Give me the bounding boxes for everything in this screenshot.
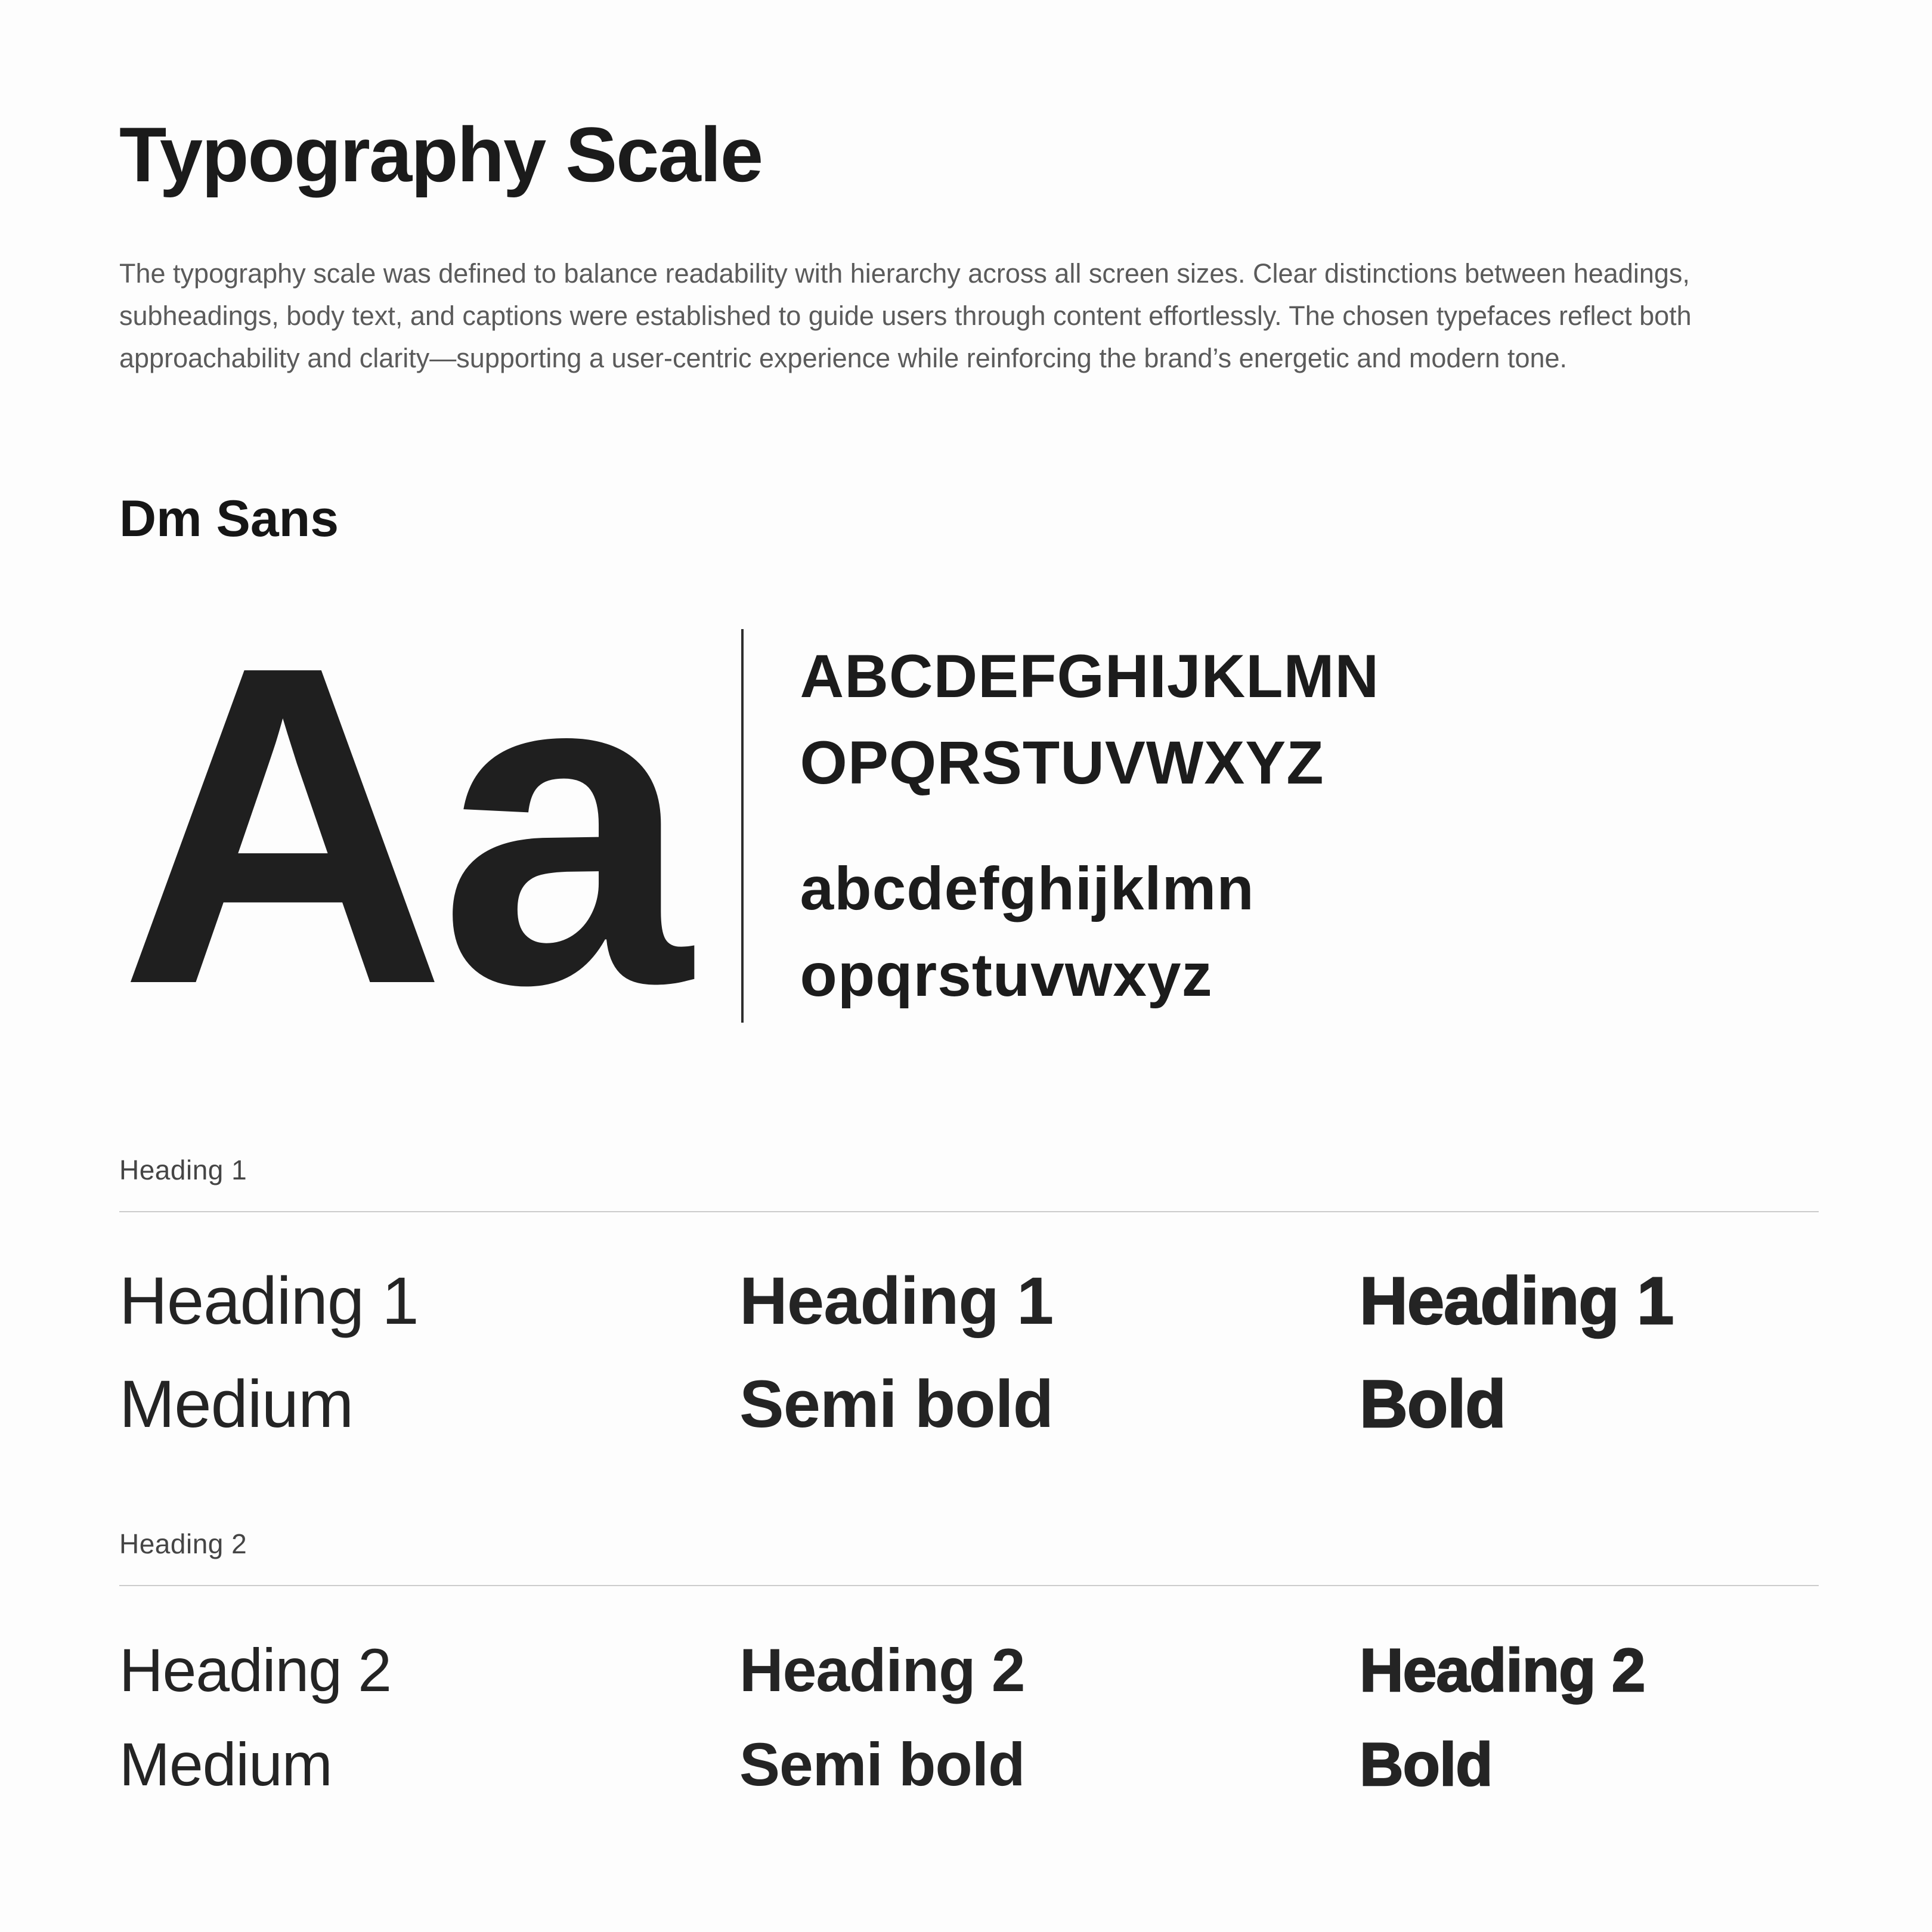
alphabet-lowercase (800, 846, 1380, 1018)
sample-weight: Medium (119, 1367, 354, 1442)
sample-grid-heading2 (119, 1623, 1819, 1812)
section-rule (119, 1585, 1819, 1586)
sample-name: Heading 2 (739, 1636, 1025, 1704)
section-label-heading1: Heading 1 (119, 1154, 247, 1185)
type-specimen (119, 572, 1819, 1079)
sample-heading1-semibold (739, 1249, 1360, 1456)
sample-name: Heading 1 (739, 1263, 1054, 1338)
sample-heading2-bold (1360, 1623, 1819, 1812)
sample-heading2-medium (119, 1623, 739, 1812)
sample-heading1-medium (119, 1249, 739, 1456)
sample-weight: Semi bold (739, 1367, 1054, 1442)
sample-name: Heading 2 (119, 1636, 392, 1704)
alphabet-uppercase (800, 633, 1380, 806)
alphabet-uppercase-line1: ABCDEFGHIJKLMN (800, 642, 1380, 711)
sample-name: Heading 2 (1360, 1636, 1645, 1704)
specimen-divider (741, 629, 744, 1023)
scale-section-heading2 (119, 1528, 1819, 1812)
alphabet-block (800, 633, 1380, 1018)
section-label-heading2: Heading 2 (119, 1528, 247, 1559)
sample-weight: Bold (1360, 1730, 1493, 1799)
sample-weight: Semi bold (739, 1730, 1025, 1799)
sample-heading1-bold (1360, 1249, 1819, 1456)
alphabet-uppercase-line2: OPQRSTUVWXYZ (800, 728, 1324, 797)
scale-section-heading1 (119, 1154, 1819, 1456)
sample-name: Heading 1 (119, 1263, 419, 1338)
sample-heading2-semibold (739, 1623, 1360, 1812)
sample-weight: Medium (119, 1730, 332, 1799)
section-rule (119, 1211, 1819, 1212)
specimen-aa: Aa (119, 572, 685, 1079)
alphabet-lowercase-line1: abcdefghijklmn (800, 854, 1255, 922)
page-title: Typography Scale (119, 111, 763, 198)
sample-weight: Bold (1360, 1367, 1506, 1442)
intro-paragraph: The typography scale was defined to balance readability with hierarchy across all screen sizes. Clear distinctions between headings, subheadings, body text, and captions were established to guide users through content effortlessly. The chosen typefaces reflect both approachability and clarity—supporting a user-centric experience while reinforcing the brand’s energetic and modern tone. (119, 258, 1692, 373)
typeface-name: Dm Sans (119, 490, 339, 547)
alphabet-lowercase-line2: opqrstuvwxyz (800, 940, 1213, 1009)
sample-name: Heading 1 (1360, 1263, 1674, 1338)
sample-grid-heading1 (119, 1249, 1819, 1456)
